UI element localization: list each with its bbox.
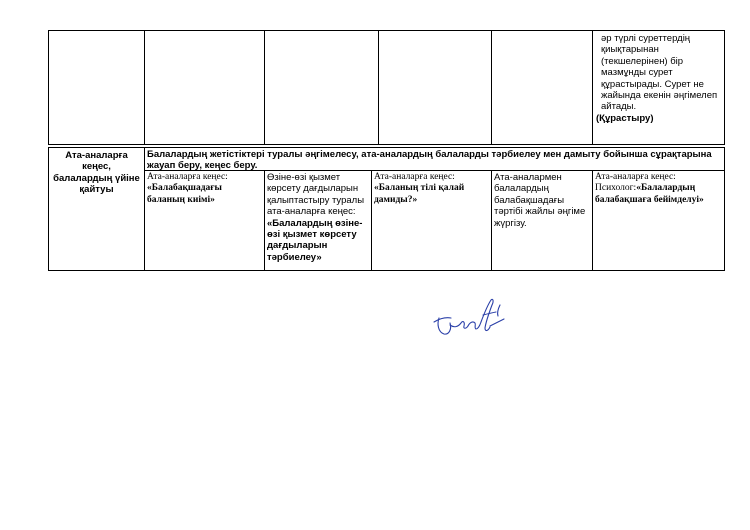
bottom-table-col-4 xyxy=(491,170,492,271)
top-table-col-3 xyxy=(378,30,379,145)
bottom-table-summary-divider xyxy=(144,170,725,171)
top-table-border-top xyxy=(48,30,725,31)
day-cell-2-title: «Балалардың өзіне-өзі қызмет көрсету дағдыларын тәрбиелеу» xyxy=(267,217,363,263)
top-table-border-bottom xyxy=(48,144,725,145)
bottom-table-col-3 xyxy=(371,170,372,271)
parents-row-header: Ата-аналарға кеңес, балалардың үйіне қайтуы xyxy=(53,150,140,196)
day-cell-4 xyxy=(494,172,590,229)
top-table-col-5 xyxy=(592,30,593,145)
bottom-table-col-1 xyxy=(144,147,145,271)
activity-cell xyxy=(596,33,722,124)
day-cell-5-prefix: Ата-аналарға кеңес: Психолог: xyxy=(595,172,676,194)
day-cell-5-title: «Балалардың балабақшаға бейімделуі» xyxy=(595,183,704,205)
top-table-col-6 xyxy=(724,30,725,145)
day-cell-3 xyxy=(374,172,489,206)
day-cell-3-prefix: Ата-аналарға кеңес: xyxy=(374,172,455,182)
bottom-table-col-0 xyxy=(48,147,49,271)
day-cell-2 xyxy=(267,172,369,263)
day-cell-3-title: «Баланың тілі қалай дамиды?» xyxy=(374,183,465,205)
parents-summary: Балалардың жетістіктері туралы әңгімелесу, ата-аналардың балаларды тәрбиелеу мен дамыту бойынша сұрақтарына жауап беру, кеңес беру. xyxy=(147,149,712,170)
activity-description: әр түрлі суреттердің қиықтарынан (текшелерінен) бір мазмұнды сурет құрастырады. Сурет не жайында екенін әңгімелеп айтады. xyxy=(601,33,718,113)
bottom-table-col-2 xyxy=(264,170,265,271)
top-table-col-2 xyxy=(264,30,265,145)
day-cell-1-prefix: Ата-аналарға кеңес: xyxy=(147,172,228,182)
bottom-table-border-top xyxy=(48,147,725,148)
day-cell-1 xyxy=(147,172,262,206)
top-table-col-4 xyxy=(491,30,492,145)
day-cell-5 xyxy=(595,172,723,206)
top-table-col-1 xyxy=(144,30,145,145)
top-table-col-0 xyxy=(48,30,49,145)
activity-label: (Құрастыру) xyxy=(596,112,654,124)
bottom-table-border-bottom xyxy=(48,270,725,271)
day-cell-1-title: «Балабақшадағы баланың киімі» xyxy=(147,183,222,205)
signature-image xyxy=(430,292,512,340)
day-cell-2-prefix: Өзіне-өзі қызмет көрсету дағдыларын қалыптастыру туралы ата-аналарға кеңес: xyxy=(267,172,365,218)
bottom-table-col-5 xyxy=(592,170,593,271)
bottom-table-col-6 xyxy=(724,147,725,271)
day-cell-4-prefix: Ата-аналармен балалардың балабақшадағы тәртібі жайлы әңгіме жүргізу. xyxy=(494,172,586,229)
